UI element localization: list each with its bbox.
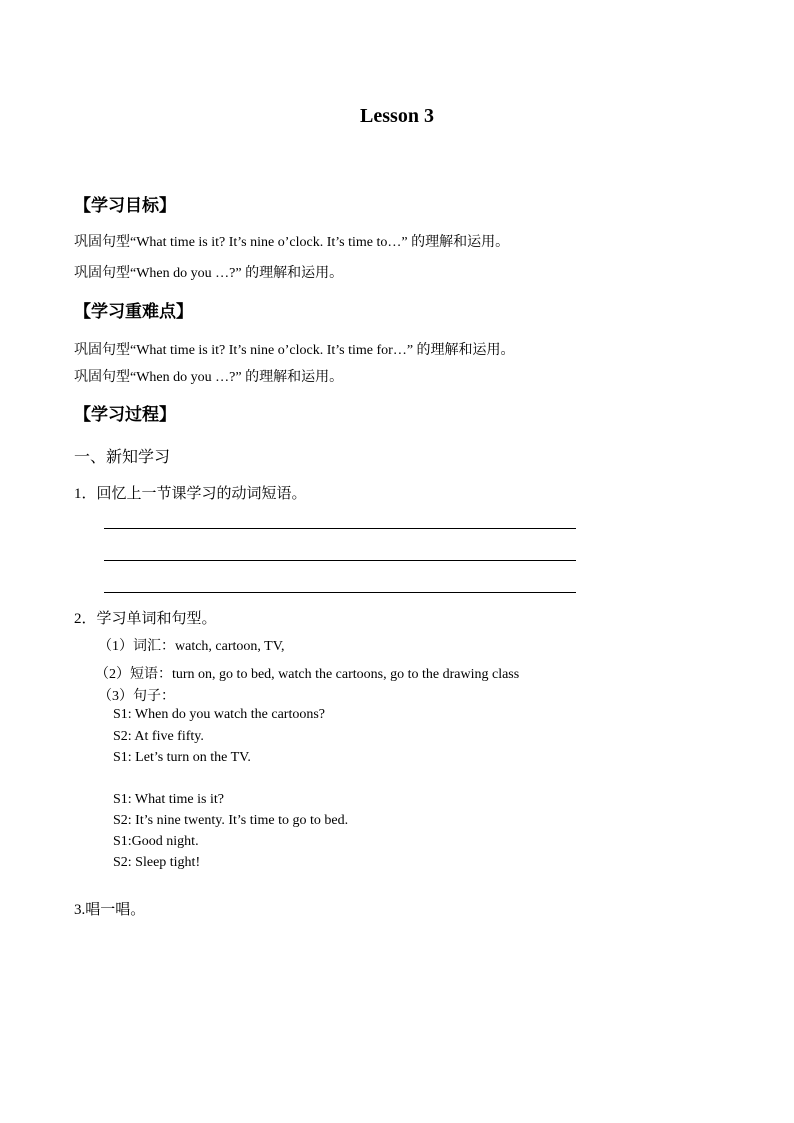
process-heading: 【学习过程】 xyxy=(74,405,176,424)
dialogue-2-line-4: S2: Sleep tight! xyxy=(113,855,201,870)
dialogue-2-line-1: S1: What time is it? xyxy=(113,792,224,807)
answer-blank-line-2 xyxy=(104,560,576,561)
dialogue-1-line-2: S2: At five fifty. xyxy=(113,729,204,744)
item-2-words-and-patterns: 2．学习单词和句型。 xyxy=(74,611,217,627)
item-3-sing: 3.唱一唱。 xyxy=(74,902,146,918)
key-point-line-2: 巩固句型“When do you …?” 的理解和运用。 xyxy=(74,370,344,385)
sentences-label: （3）句子： xyxy=(98,689,175,704)
section-new-learning: 一、新知学习 xyxy=(74,449,171,466)
dialogue-2-line-2: S2: It’s nine twenty. It’s time to go to bed. xyxy=(113,813,349,828)
answer-blank-line-1 xyxy=(104,528,576,529)
page-title: Lesson 3 xyxy=(360,105,434,127)
key-points-heading: 【学习重难点】 xyxy=(74,302,193,321)
dialogue-1-line-1: S1: When do you watch the cartoons? xyxy=(113,707,326,722)
dialogue-2-line-3: S1:Good night. xyxy=(113,834,199,849)
phrases-line: （2）短语：turn on, go to bed, watch the cartoons, go to the drawing class xyxy=(95,667,520,682)
objective-line-1: 巩固句型“What time is it? It’s nine o’clock. It’s time to…” 的理解和运用。 xyxy=(74,235,510,250)
dialogue-1-line-3: S1: Let’s turn on the TV. xyxy=(113,750,251,765)
answer-blank-line-3 xyxy=(104,592,576,593)
vocabulary-line: （1）词汇：watch, cartoon, TV, xyxy=(98,639,285,654)
objectives-heading: 【学习目标】 xyxy=(74,196,176,215)
objective-line-2: 巩固句型“When do you …?” 的理解和运用。 xyxy=(74,266,344,281)
key-point-line-1: 巩固句型“What time is it? It’s nine o’clock. It’s time for…” 的理解和运用。 xyxy=(74,343,515,358)
item-1-review-phrases: 1．回忆上一节课学习的动词短语。 xyxy=(74,486,307,502)
